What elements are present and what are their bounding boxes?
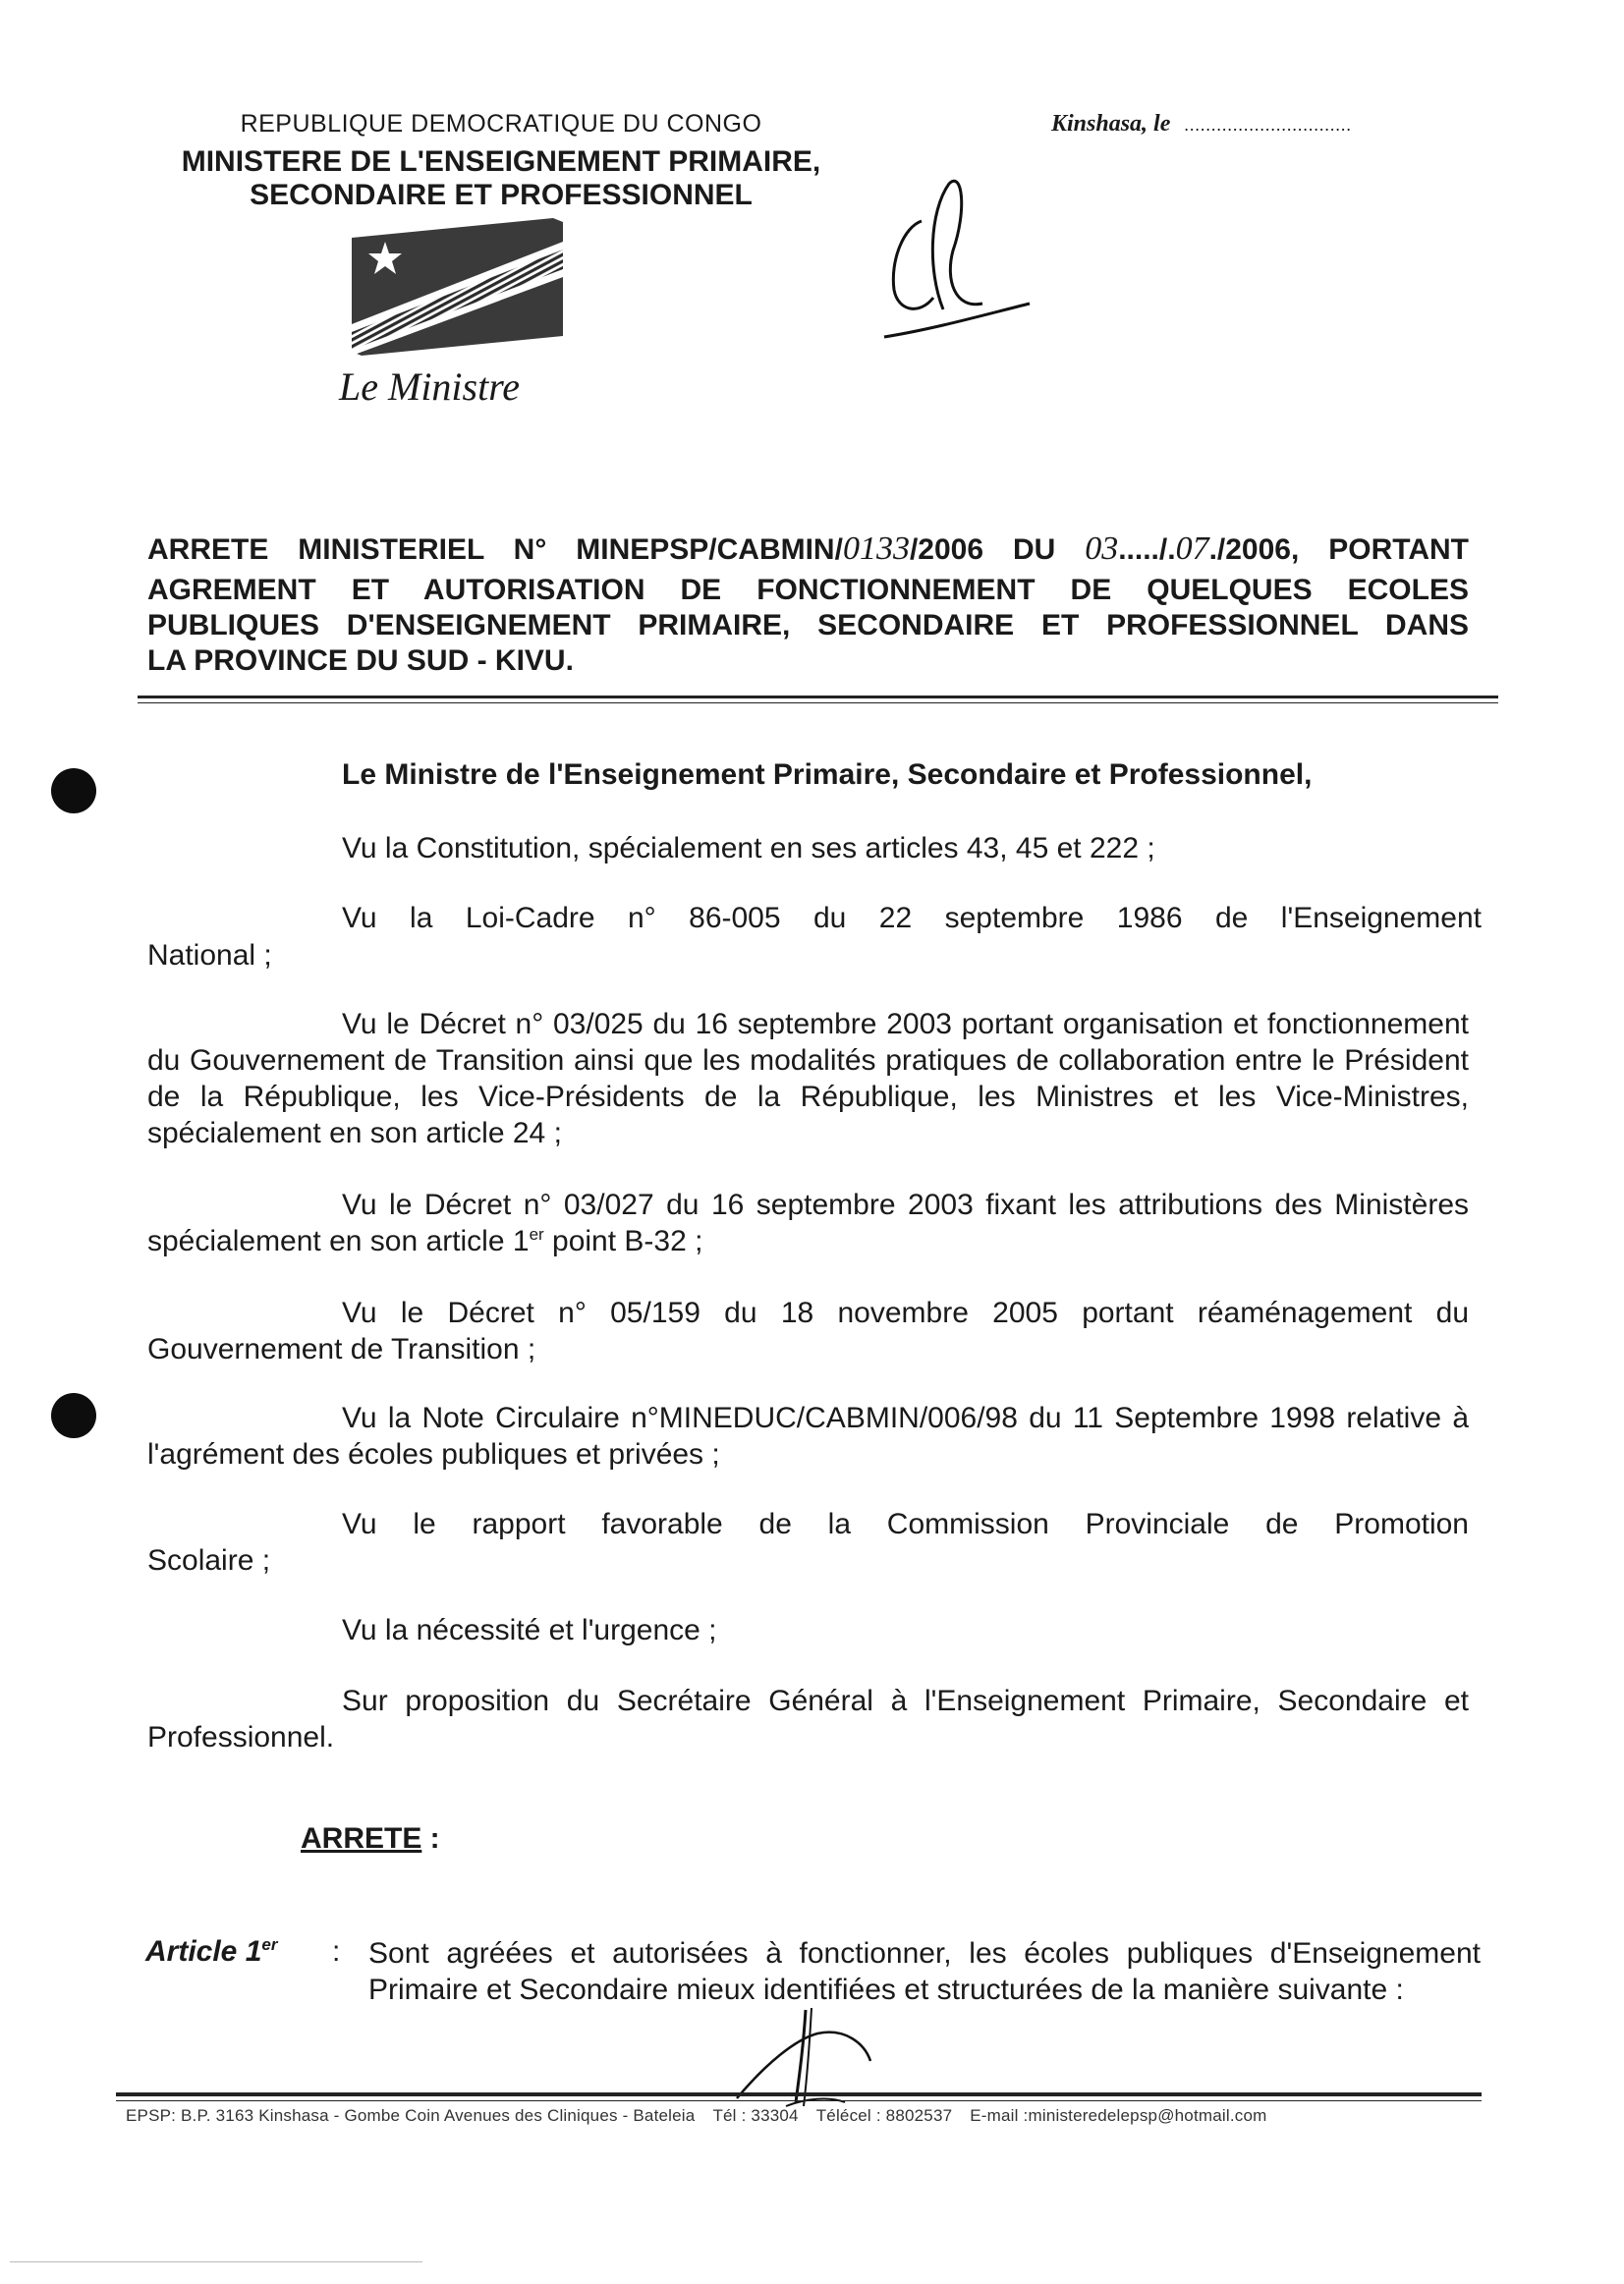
- decree-title-line1: ARRETE MINISTERIEL N° MINEPSP/CABMIN/0133/2006 DU 03...../.07./2006, PORTANT: [147, 530, 1469, 567]
- sur-proposition: Sur proposition du Secrétaire Général à l'Enseignement Primaire, Secondaire et Professionnel.: [147, 1685, 1469, 1754]
- minister-title: Le Ministre: [339, 364, 521, 409]
- intro-minister: Le Ministre de l'Enseignement Primaire, Secondaire et Professionnel,: [342, 758, 1313, 791]
- decree-day-handwritten: 03: [1085, 530, 1119, 567]
- vu-decret-03-027: Vu le Décret n° 03/027 du 16 septembre 2003 fixant les attributions des Ministères spécialement en son article 1er point B-32 ;: [147, 1189, 1469, 1257]
- vu-loi-cadre-line1: Vu la Loi-Cadre n° 86-005 du 22 septembre 1986 de l'Enseignement: [342, 902, 1482, 934]
- place-label: Kinshasa, le: [1051, 111, 1171, 137]
- title-divider-thin: [138, 702, 1498, 703]
- vu-note-circulaire: Vu la Note Circulaire n°MINEDUC/CABMIN/006/98 du 11 Septembre 1998 relative à l'agrément des écoles publiques et privées ;: [147, 1402, 1469, 1471]
- decree-title-line4: LA PROVINCE DU SUD - KIVU.: [147, 644, 574, 677]
- article-1-text: Sont agréées et autorisées à fonctionner, les écoles publiques d'Enseignement Primaire et Secondaire mieux identifiées et structurées de la manière suivante :: [368, 1937, 1481, 2006]
- handwritten-initials: [865, 172, 1041, 349]
- republic-name: REPUBLIQUE DEMOCRATIQUE DU CONGO: [240, 110, 762, 138]
- vu-necessite: Vu la nécessité et l'urgence ;: [342, 1614, 717, 1646]
- ministry-name-line2: SECONDAIRE ET PROFESSIONNEL: [250, 179, 753, 211]
- decree-month-handwritten: 07: [1175, 530, 1209, 567]
- arrete-heading: ARRETE :: [301, 1822, 440, 1855]
- place-date: [1051, 111, 1352, 138]
- punch-hole-mark: [51, 768, 96, 813]
- flag-emblem: [352, 218, 563, 356]
- ministry-name-line1: MINISTERE DE L'ENSEIGNEMENT PRIMAIRE,: [181, 145, 821, 178]
- vu-rapport-line1: Vu le rapport favorable de la Commission Provinciale de Promotion: [342, 1508, 1469, 1540]
- vu-rapport-line2: Scolaire ;: [147, 1544, 271, 1577]
- vu-constitution: Vu la Constitution, spécialement en ses articles 43, 45 et 222 ;: [342, 832, 1155, 864]
- footer-address: EPSP: B.P. 3163 Kinshasa - Gombe Coin Avenues des Cliniques - Bateleia: [126, 2106, 696, 2125]
- vu-decret-03-025: Vu le Décret n° 03/025 du 16 septembre 2003 portant organisation et fonctionnement du Gouvernement de Transition ainsi que les modalités pratiques de collaboration entre le Président de la République, les Vice-Présidents de la République, les Ministres et les Vice-Ministres, spécialement en son article 24 ;: [147, 1008, 1469, 1149]
- decree-title-line3: PUBLIQUES D'ENSEIGNEMENT PRIMAIRE, SECONDAIRE ET PROFESSIONNEL DANS: [147, 609, 1469, 641]
- footer-tel: Tél : 33304: [712, 2106, 799, 2125]
- footer-divider: [116, 2092, 1482, 2096]
- article-1-colon: :: [332, 1935, 341, 1968]
- footer-telecel: Télécel : 8802537: [815, 2106, 953, 2125]
- article-1-label: Article 1er: [145, 1935, 278, 1968]
- footer-email: E-mail :ministeredelepsp@hotmail.com: [970, 2106, 1267, 2125]
- decree-title-line2: AGREMENT ET AUTORISATION DE FONCTIONNEMENT DE QUELQUES ECOLES: [147, 574, 1469, 606]
- vu-loi-cadre-line2: National ;: [147, 939, 272, 972]
- footer-contact: [126, 2106, 1285, 2126]
- title-divider: [138, 696, 1498, 698]
- date-blank: ...............................: [1184, 115, 1352, 135]
- punch-hole-mark: [51, 1393, 96, 1438]
- footer-divider-thin: [116, 2100, 1482, 2101]
- scan-edge-line: [10, 2261, 422, 2262]
- decree-number-handwritten: 0133: [842, 530, 910, 567]
- vu-decret-05-159: Vu le Décret n° 05/159 du 18 novembre 2005 portant réaménagement du Gouvernement de Transition ;: [147, 1297, 1469, 1365]
